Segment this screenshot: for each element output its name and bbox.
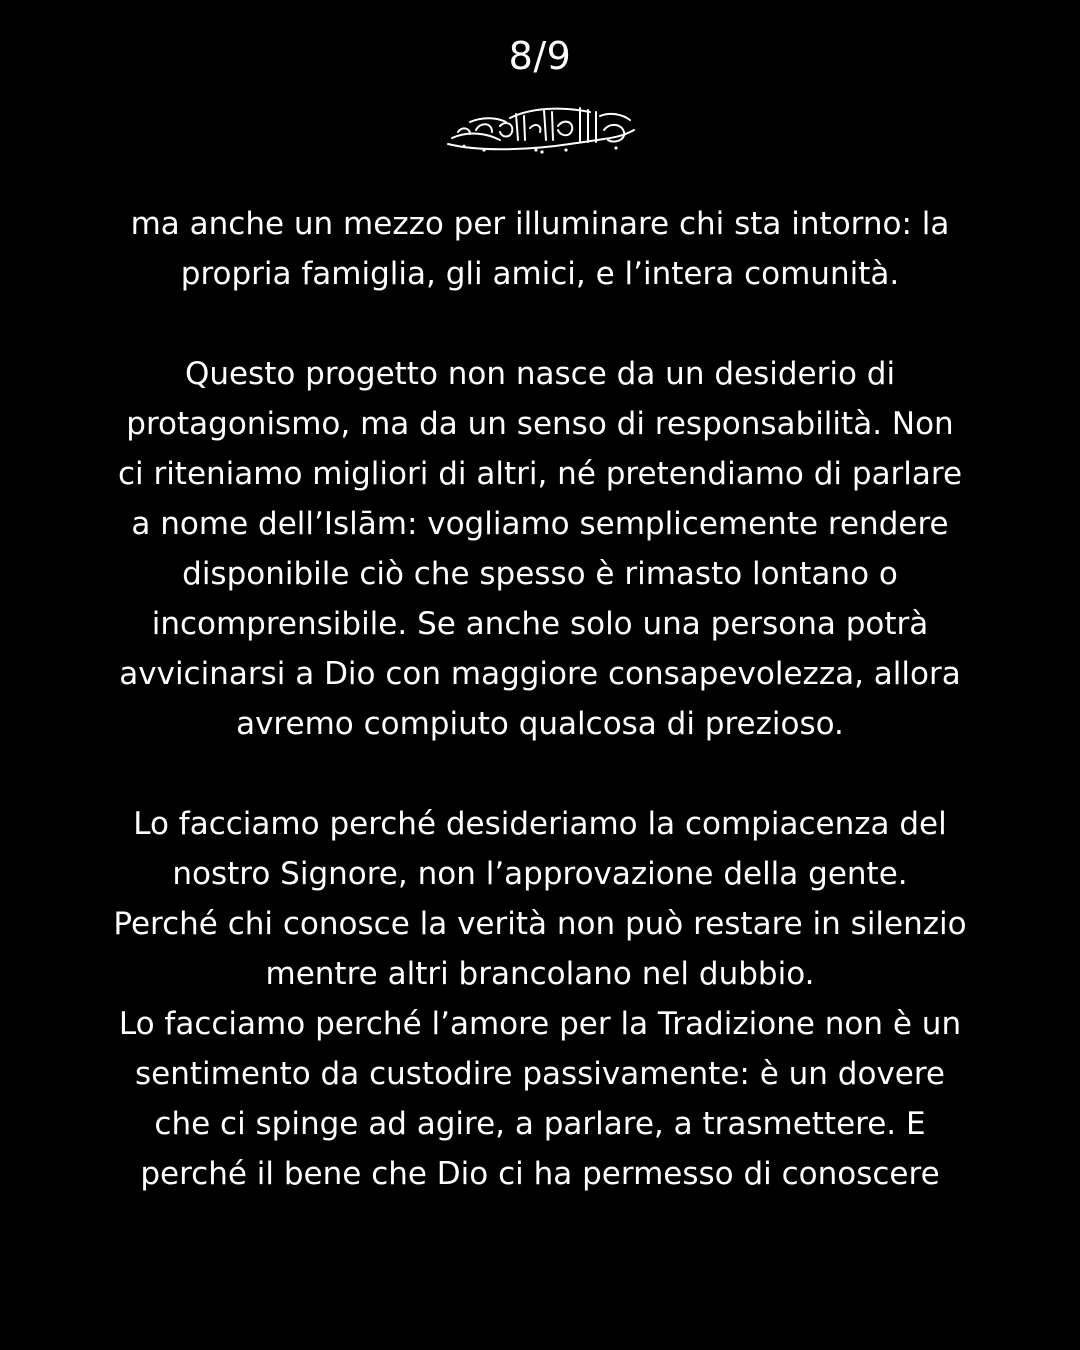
text-line: propria famiglia, gli amici, e l’intera comunità. (180, 256, 900, 292)
text-line: avvicinarsi a Dio con maggiore consapevolezza, allora (119, 656, 961, 692)
text-line: mentre altri brancolano nel dubbio. (265, 956, 815, 992)
text-line: nostro Signore, non l’approvazione della gente. (172, 856, 908, 892)
text-line: Lo facciamo perché l’amore per la Tradizione non è un (118, 1006, 962, 1042)
text-line: a nome dell’Islām: vogliamo semplicemente rendere (131, 506, 949, 542)
paragraph-gap (40, 299, 1040, 349)
text-line: Lo facciamo perché desideriamo la compiacenza del (133, 806, 947, 842)
text-line: ma anche un mezzo per illuminare chi sta intorno: la (130, 206, 950, 242)
text-line: avremo compiuto qualcosa di prezioso. (236, 706, 844, 742)
text-line: perché il bene che Dio ci ha permesso di conoscere (140, 1156, 940, 1192)
paragraph-1 (40, 199, 1040, 299)
text-line: disponibile ciò che spesso è rimasto lontano o (182, 556, 898, 592)
text-line: Perché chi conosce la verità non può restare in silenzio (113, 906, 967, 942)
text-line: incomprensibile. Se anche solo una persona potrà (151, 606, 929, 642)
paragraph-3 (40, 799, 1040, 1199)
body-text (40, 199, 1040, 1199)
text-line: sentimento da custodire passivamente: è un dovere (135, 1056, 945, 1092)
text-line: ci riteniamo migliori di altri, né pretendiamo di parlare (117, 456, 963, 492)
page-counter: 8/9 (508, 34, 572, 78)
text-line: Questo progetto non nasce da un desiderio di (184, 356, 896, 392)
text-line: protagonismo, ma da un senso di responsabilità. Non (126, 406, 954, 442)
text-line: che ci spinge ad agire, a parlare, a trasmettere. E (154, 1106, 926, 1142)
basmala-calligraphy-icon-graphic (440, 100, 640, 166)
basmala-calligraphy-icon (440, 100, 640, 166)
paragraph-gap (40, 749, 1040, 799)
paragraph-2 (40, 349, 1040, 749)
